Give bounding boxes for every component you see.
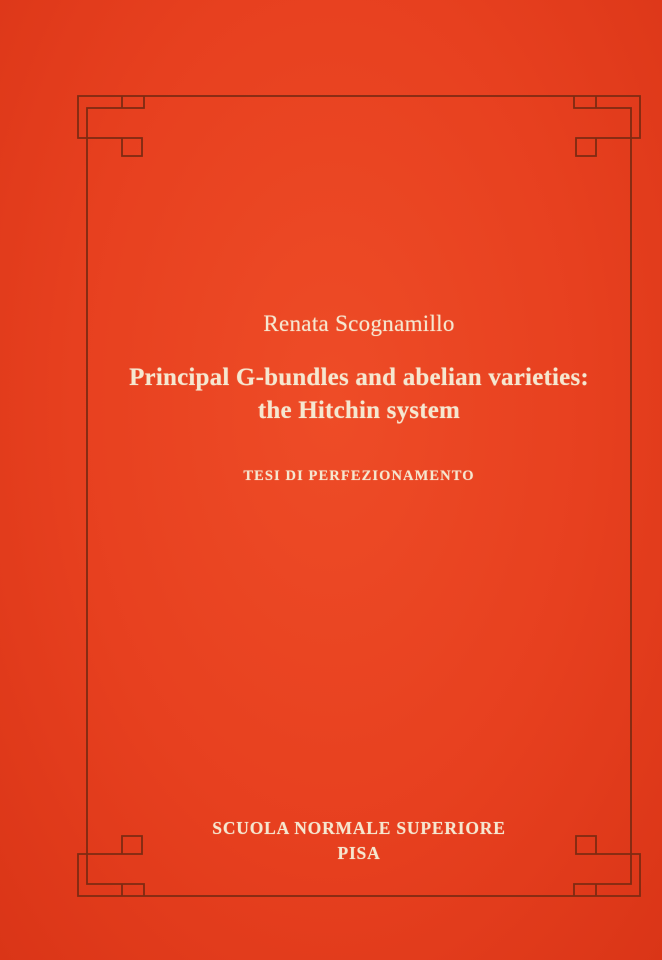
publisher-city: PISA	[337, 843, 381, 863]
book-title-line2: the Hitchin system	[257, 397, 461, 424]
book-title-line1: Principal G-bundles and abelian varieties:	[129, 364, 589, 391]
cover-text	[76, 0, 642, 960]
book-title	[76, 361, 642, 427]
publisher-block	[76, 816, 642, 866]
thesis-subtitle: TESI DI PERFEZIONAMENTO	[243, 468, 475, 484]
publisher-name: SCUOLA NORMALE SUPERIORE	[212, 818, 506, 838]
author-name: Renata Scognamillo	[263, 311, 455, 336]
